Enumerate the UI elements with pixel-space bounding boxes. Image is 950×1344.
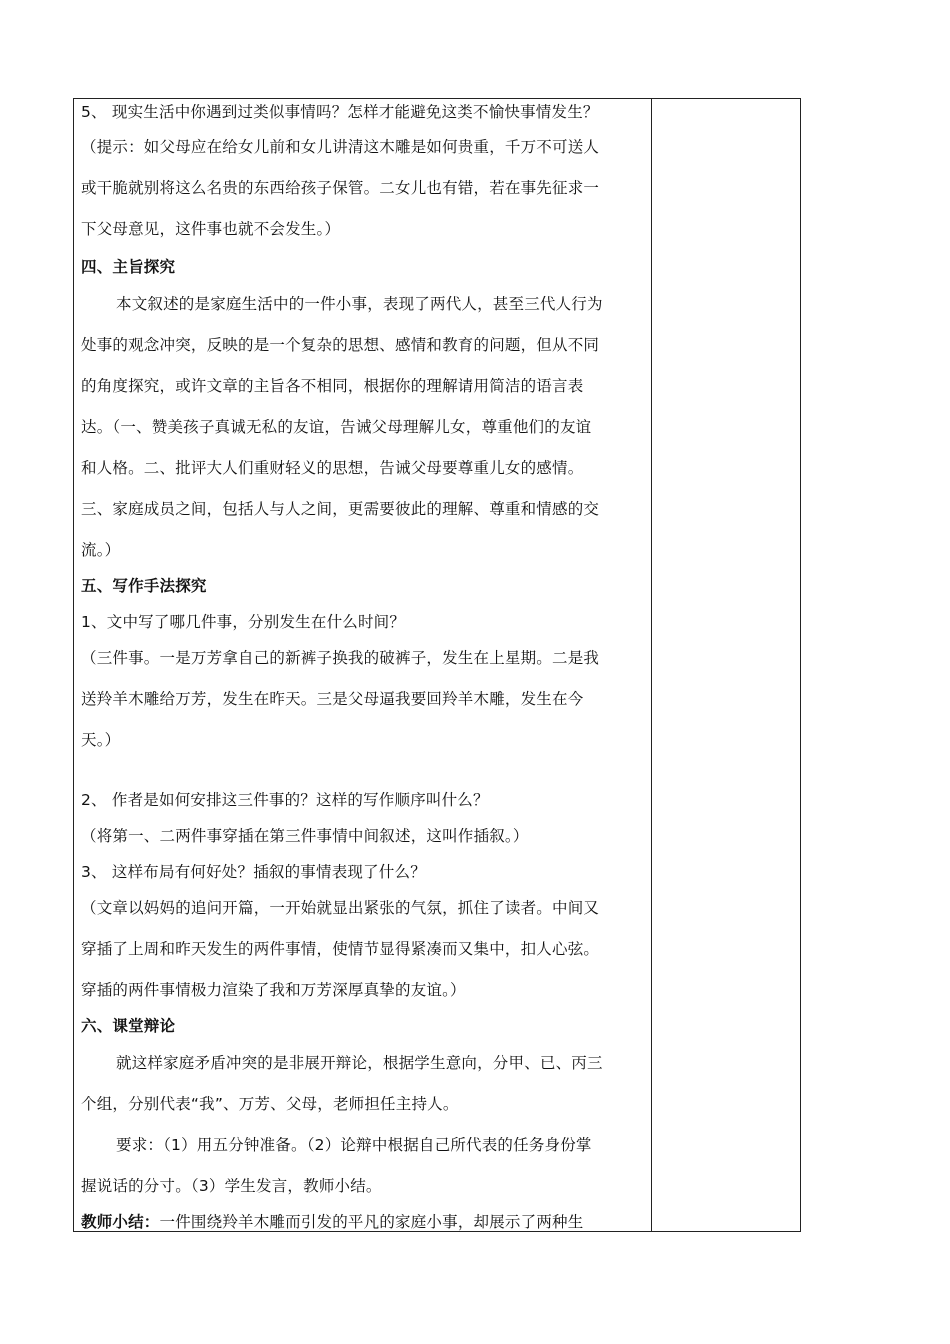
theme-paragraph: 本文叙述的是家庭生活中的一件小事，表现了两代人，甚至三代人行为 xyxy=(116,295,603,313)
requirements-paragraph: 要求：（1）用五分钟准备。（2）论辩中根据自己所代表的任务身份掌 xyxy=(116,1136,592,1154)
question-2: 2、 作者是如何安排这三件事的？这样的写作顺序叫什么？ xyxy=(81,791,489,809)
hint-line-1: （提示：如父母应在给女儿前和女儿讲清这木雕是如何贵重，千万不可送人 xyxy=(81,138,600,156)
answer-2: （将第一、二两件事穿插在第三件事情中间叙述，这叫作插叙。） xyxy=(81,827,529,845)
question-5: 5、 现实生活中你遇到过类似事情吗？怎样才能避免这类不愉快事情发生？ xyxy=(81,103,599,121)
answer-3-line-1: （文章以妈妈的追问开篇，一开始就显出紧张的气氛，抓住了读者。中间又 xyxy=(81,899,600,917)
section-heading-6: 六、课堂辩论 xyxy=(81,1017,176,1035)
theme-line-4: 达。（一、赞美孩子真诚无私的友谊，告诫父母理解儿女，尊重他们的友谊 xyxy=(81,418,592,436)
notes-column xyxy=(652,99,800,1231)
teacher-summary xyxy=(81,1210,583,1234)
question-3: 3、 这样布局有何好处？插叙的事情表现了什么？ xyxy=(81,863,426,881)
answer-3-line-2: 穿插了上周和昨天发生的两件事情，使情节显得紧凑而又集中，扣人心弦。 xyxy=(81,940,600,958)
debate-paragraph: 就这样家庭矛盾冲突的是非展开辩论，根据学生意向，分甲、已、丙三 xyxy=(116,1054,603,1072)
hint-line-2: 或干脆就别将这么名贵的东西给孩子保管。二女儿也有错，若在事先征求一 xyxy=(81,179,600,197)
answer-1-line-1: （三件事。一是万芳拿自己的新裤子换我的破裤子，发生在上星期。二是我 xyxy=(81,649,600,667)
theme-line-7: 流。） xyxy=(81,541,121,559)
section-heading-4: 四、主旨探究 xyxy=(81,258,176,276)
theme-line-5: 和人格。二、批评大人们重财轻义的思想，告诫父母要尊重儿女的感情。 xyxy=(81,459,584,477)
question-1: 1、文中写了哪几件事，分别发生在什么时间？ xyxy=(81,613,406,631)
debate-line-2: 个组，分别代表“我”、万芳、父母，老师担任主持人。 xyxy=(81,1095,459,1113)
teacher-summary-label: 教师小结： xyxy=(81,1213,160,1231)
answer-1-line-2: 送羚羊木雕给万芳，发生在昨天。三是父母逼我要回羚羊木雕，发生在今 xyxy=(81,690,584,708)
theme-line-2: 处事的观念冲突，反映的是一个复杂的思想、感情和教育的问题，但从不同 xyxy=(81,336,600,354)
teacher-summary-text: 一件围绕羚羊木雕而引发的平凡的家庭小事，却展示了两种生 xyxy=(159,1213,584,1231)
answer-3-line-3: 穿插的两件事情极力渲染了我和万芳深厚真挚的友谊。） xyxy=(81,981,466,999)
section-heading-5: 五、写作手法探究 xyxy=(81,577,207,595)
answer-1-line-3: 天。） xyxy=(81,731,121,749)
hint-line-3: 下父母意见，这件事也就不会发生。） xyxy=(81,220,341,238)
requirements-line-2: 握说话的分寸。（3）学生发言，教师小结。 xyxy=(81,1177,382,1195)
theme-line-6: 三、家庭成员之间，包括人与人之间，更需要彼此的理解、尊重和情感的交 xyxy=(81,500,600,518)
theme-line-3: 的角度探究，或许文章的主旨各不相同，根据你的理解请用简洁的语言表 xyxy=(81,377,584,395)
